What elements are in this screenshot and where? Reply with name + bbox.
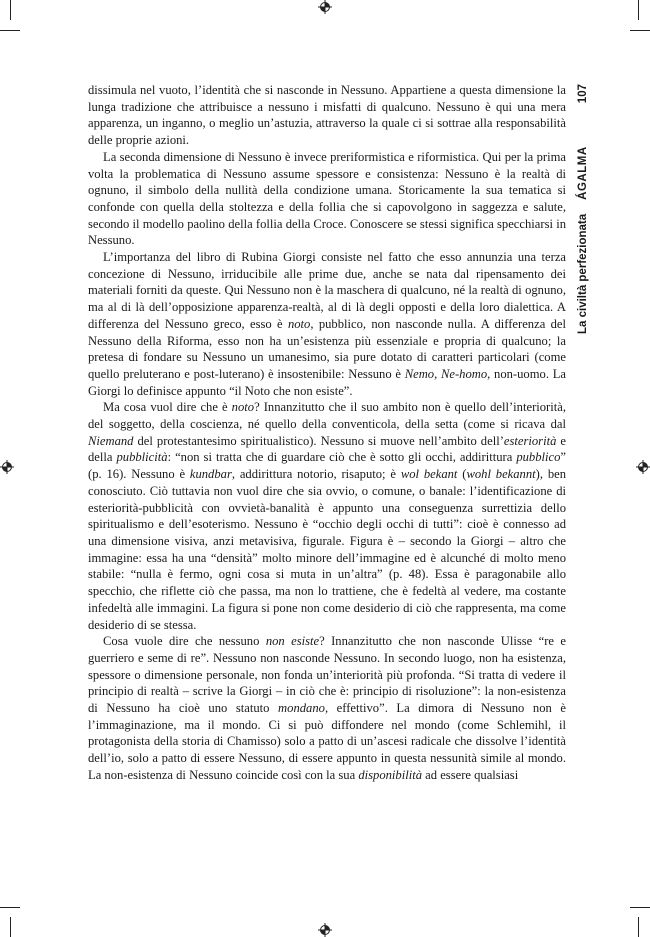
crop-mark-bottom-right-vertical: [638, 917, 639, 937]
paragraph: La seconda dimensione di Nessuno è invece preriformistica e riformistica. Qui per la prima volta la problematica di Nessuno assume spessore e consistenza: Nessuno è la realtà di ognuno, il simbolo della nullità della condizione umana. Storicamente la sua tematica si confonde con quella della stoltezza e della follia che si capovolgono in saggezza e salute, secondo il modello paolino della follia della Croce. Conoscere se stessi significa specchiarsi in Nessuno.: [88, 149, 566, 248]
crop-mark-top-left-horizontal: [0, 30, 20, 31]
italic-text: Ne-homo: [440, 366, 488, 381]
journal-name: ÁGALMA: [577, 146, 589, 200]
italic-text: wol bekant: [400, 467, 458, 482]
paragraph: Cosa vuole dire che nessuno non esiste? Innanzitutto che non nasconde Ulisse “re e guerriero e seme di re”. Nessuno non nasconde Nessuno. In secondo luogo, non ha esistenza, spessore o dimensione personale, non fonda un’interiorità più profonda. “Si tratta di vedere il principio di realtà – scrive la Giorgi – in ciò che è: principio di risoluzione”: la non-esistenza di Nessuno ha cioè uno statuto mondano, effettivo”. La dimora di Nessuno non è l’immaginazione, ma il mondo. Ci si può diffondere nel mondo (come Schlemihl, il protagonista della storia di Chamisso) solo a patto di un’ascesi radicale che dissolve l’identità dell’io, solo a patto di essere Nessuno, di essere appunto in questa nessunità simile al mondo. La non-esistenza di Nessuno coincide così con la sua disponibilità ad essere qualsiasi: [88, 634, 567, 782]
paragraph: dissimula nel vuoto, l’identità che si nasconde in Nessuno. Appartiene a questa dimensione la lunga tradizione che attribuisce a nessuno i misfatti di qualcuno. Nessuno è qui una mera apparenza, un inganno, o meglio un’astuzia, attraverso la quale ci si sottrae alla responsabilità delle proprie azioni.: [88, 83, 566, 148]
italic-text: noto: [287, 316, 311, 331]
crop-mark-bottom-left-vertical: [10, 917, 11, 937]
italic-text: pubblico: [516, 450, 561, 465]
italic-text: esteriorità: [503, 433, 557, 448]
crop-mark-bottom-right-horizontal: [630, 907, 650, 908]
registration-mark-icon: [318, 0, 332, 14]
italic-text: mondano: [278, 701, 325, 716]
italic-text: wohl bekannt: [466, 467, 536, 482]
crop-mark-bottom-left-horizontal: [0, 907, 20, 908]
registration-mark-icon: [0, 460, 14, 474]
chapter-title: La civiltà perfezionata: [577, 213, 589, 334]
registration-mark-icon: [636, 460, 650, 474]
italic-text: kundbar: [189, 467, 232, 482]
italic-text: disponibilità: [358, 767, 423, 782]
registration-mark-icon: [318, 923, 332, 937]
paragraph: Ma cosa vuol dire che è noto? Innanzitutto che il suo ambito non è quello dell’interiorità, del soggetto, della coscienza, né quello della conventicola, della setta (come si ricava dal Niemand del protestantesimo spiritualistico). Nessuno si muove nell’ambito dell’esteriorità e della pubblicità: “non si tratta che di guardare ciò che è sotto gli occhi, addirittura pubblico” (p. 16). Nessuno è kundbar, addirittura notorio, risaputo; è wol bekant (wohl bekannt), ben conosciuto. Ciò tuttavia non vuol dire che sia ovvio, o comune, o banale: l’identificazione di esteriorità-pubblicità con ovvietà-banalità è appunto una conseguenza surrettizia dello spiritualismo e dell’esoterismo. Nessuno è “occhio degli occhi di tutti”: cioè è connesso ad una dimensione visiva, anzi metavisiva, figurale. Figura è – secondo la Giorgi – altro che immagine: essa ha una “densità” molto minore dell’immagine ed è alcunché di molto meno stabile: “nulla è fermo, ogni cosa si muta in un’altra” (p. 48). Essa è paragonabile allo specchio, che riflette ciò che passa, ma non lo trattiene, che è fedeltà al vedere, ma costante infedeltà alle immagini. La figura si pone non come desiderio di ciò che rappresenta, ma come desiderio di se stessa.: [88, 400, 567, 632]
crop-mark-top-right-horizontal: [630, 30, 650, 31]
italic-text: non esiste: [265, 634, 320, 649]
italic-text: pubblicità: [116, 450, 168, 465]
crop-mark-top-right-vertical: [638, 0, 639, 20]
crop-mark-top-left-vertical: [10, 0, 11, 20]
italic-text: noto: [231, 400, 255, 415]
italic-text: Nemo: [404, 366, 435, 381]
page-number: 107: [577, 84, 589, 104]
running-head: [573, 84, 593, 334]
paragraph: L’importanza del libro di Rubina Giorgi consiste nel fatto che esso annunzia una terza concezione di Nessuno, irriducibile alle prime due, anche se nata dal ripensamento dei materiali forniti da queste. Qui Nessuno non è la maschera di qualcuno, né la realtà di ognuno, ma al di là dell’opposizione apparenza-realtà, al di là degli opposti e della loro dialettica. A differenza del Nessuno greco, esso è noto, pubblico, non nasconde nulla. A differenza del Nessuno della Riforma, esso non ha un’esistenza più essenziale e propria di qualcuno; la pretesa di fondare su Nessuno un umanesimo, sia pure dotato di caratteri particolari (come quello preluterano e post-luterano) è insostenibile: Nessuno è Nemo, Ne-homo, non-uomo. La Giorgi lo definisce appunto “il Noto che non esiste”.: [88, 250, 566, 398]
italic-text: Niemand: [88, 433, 134, 448]
body-text: [88, 82, 566, 784]
